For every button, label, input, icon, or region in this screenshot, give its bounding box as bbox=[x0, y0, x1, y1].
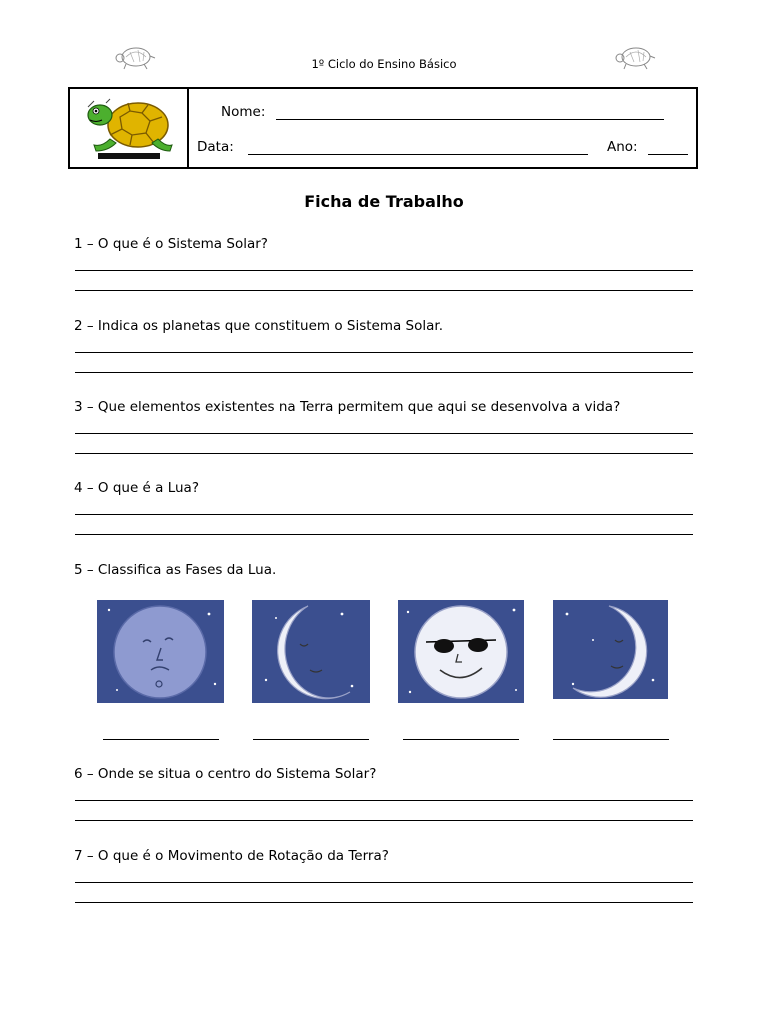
answer-line-3b[interactable] bbox=[75, 453, 693, 454]
logo-cell bbox=[70, 89, 189, 167]
nome-field[interactable] bbox=[276, 119, 664, 120]
answer-line-7b[interactable] bbox=[75, 902, 693, 903]
ano-field[interactable] bbox=[648, 154, 688, 155]
crescent-moon-icon-1 bbox=[252, 600, 370, 703]
full-moon-icon bbox=[398, 600, 524, 703]
answer-line-6b[interactable] bbox=[75, 820, 693, 821]
answer-line-1a[interactable] bbox=[75, 270, 693, 271]
phase-answer-4[interactable] bbox=[553, 739, 669, 740]
school-level: 1º Ciclo do Ensino Básico bbox=[311, 57, 457, 71]
ano-label: Ano: bbox=[607, 139, 638, 155]
student-info-box bbox=[68, 87, 698, 169]
question-5: 5 – Classifica as Fases da Lua. bbox=[74, 562, 277, 578]
answer-line-2b[interactable] bbox=[75, 372, 693, 373]
worksheet-title: Ficha de Trabalho bbox=[304, 192, 464, 211]
answer-line-6a[interactable] bbox=[75, 800, 693, 801]
answer-line-4b[interactable] bbox=[75, 534, 693, 535]
phase-answer-1[interactable] bbox=[103, 739, 219, 740]
new-moon-icon bbox=[97, 600, 224, 703]
question-3: 3 – Que elementos existentes na Terra permitem que aqui se desenvolva a vida? bbox=[74, 399, 621, 415]
answer-line-1b[interactable] bbox=[75, 290, 693, 291]
question-4: 4 – O que é a Lua? bbox=[74, 480, 200, 496]
question-1: 1 – O que é o Sistema Solar? bbox=[74, 236, 268, 252]
question-6: 6 – Onde se situa o centro do Sistema Solar? bbox=[74, 766, 377, 782]
answer-line-2a[interactable] bbox=[75, 352, 693, 353]
question-7: 7 – O que é o Movimento de Rotação da Terra? bbox=[74, 848, 389, 864]
data-field[interactable] bbox=[248, 154, 588, 155]
crescent-moon-icon-2 bbox=[553, 600, 668, 699]
phase-answer-2[interactable] bbox=[253, 739, 369, 740]
answer-line-7a[interactable] bbox=[75, 882, 693, 883]
phase-answer-3[interactable] bbox=[403, 739, 519, 740]
data-label: Data: bbox=[197, 139, 234, 155]
question-2: 2 – Indica os planetas que constituem o Sistema Solar. bbox=[74, 318, 444, 334]
answer-line-4a[interactable] bbox=[75, 514, 693, 515]
nome-label: Nome: bbox=[221, 104, 266, 120]
turtle-logo-icon bbox=[80, 95, 176, 161]
answer-line-3a[interactable] bbox=[75, 433, 693, 434]
